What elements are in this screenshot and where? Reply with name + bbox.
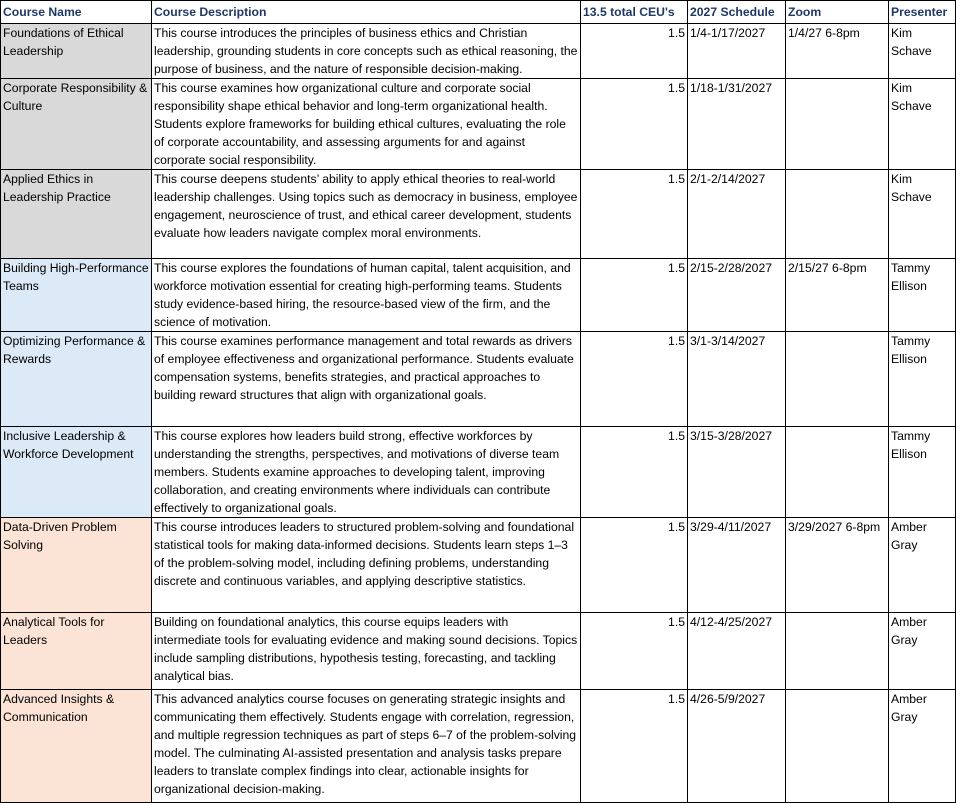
- zoom-cell: [786, 427, 889, 518]
- schedule-cell: 1/18-1/31/2027: [688, 79, 786, 170]
- course-description-cell: This course explores how leaders build strong, effective workforces by understanding the strengths, perspectives, and motivations of diverse team members. Students examine approaches to developing talent, improving collaboration, and creating environments where individuals can contribute effectively to organizational goals.: [152, 427, 581, 518]
- presenter-cell: Amber Gray: [889, 613, 956, 690]
- header-schedule: 2027 Schedule: [688, 1, 786, 24]
- schedule-cell: 2/1-2/14/2027: [688, 170, 786, 259]
- ceu-cell: 1.5: [581, 613, 688, 690]
- schedule-cell: 2/15-2/28/2027: [688, 259, 786, 332]
- course-description-cell: This course examines performance management and total rewards as drivers of employee effectiveness and organizational performance. Students evaluate compensation systems, benefits strategies, and practical approaches to building reward structures that align with organizational goals.: [152, 332, 581, 427]
- course-description-cell: This course deepens students’ ability to apply ethical theories to real-world leadership challenges. Using topics such as democracy in business, employee engagement, neuroscience of trust, and ethical career development, students evaluate how leaders navigate complex moral environments.: [152, 170, 581, 259]
- ceu-cell: 1.5: [581, 24, 688, 79]
- ceu-cell: 1.5: [581, 427, 688, 518]
- course-description-cell: Building on foundational analytics, this course equips leaders with intermediate tools for evaluating evidence and making sound decisions. Topics include sampling distributions, hypothesis testing, forecasting, and tackling analytical bias.: [152, 613, 581, 690]
- table-row: [1, 613, 956, 690]
- header-zoom: Zoom: [786, 1, 889, 24]
- schedule-cell: 4/12-4/25/2027: [688, 613, 786, 690]
- presenter-cell: Tammy Ellison: [889, 332, 956, 427]
- course-name-cell: Analytical Tools for Leaders: [1, 613, 152, 690]
- table-row: [1, 427, 956, 518]
- presenter-cell: Tammy Ellison: [889, 259, 956, 332]
- ceu-cell: 1.5: [581, 518, 688, 613]
- table-row: [1, 259, 956, 332]
- zoom-cell: 2/15/27 6-8pm: [786, 259, 889, 332]
- header-course-name: Course Name: [1, 1, 152, 24]
- schedule-cell: 4/26-5/9/2027: [688, 690, 786, 803]
- course-name-cell: Foundations of Ethical Leadership: [1, 24, 152, 79]
- schedule-cell: 3/29-4/11/2027: [688, 518, 786, 613]
- presenter-cell: Amber Gray: [889, 518, 956, 613]
- ceu-cell: 1.5: [581, 332, 688, 427]
- schedule-cell: 1/4-1/17/2027: [688, 24, 786, 79]
- presenter-cell: Kim Schave: [889, 79, 956, 170]
- presenter-cell: Amber Gray: [889, 690, 956, 803]
- presenter-cell: Kim Schave: [889, 170, 956, 259]
- table-row: [1, 79, 956, 170]
- course-name-cell: Inclusive Leadership & Workforce Development: [1, 427, 152, 518]
- course-name-cell: Building High-Performance Teams: [1, 259, 152, 332]
- course-description-cell: This course introduces leaders to structured problem-solving and foundational statistical tools for making data-informed decisions. Students learn steps 1–3 of the problem-solving model, including defining problems, understanding discrete and continuous variables, and applying descriptive statistics.: [152, 518, 581, 613]
- course-name-cell: Corporate Responsibility & Culture: [1, 79, 152, 170]
- table-row: [1, 332, 956, 427]
- ceu-cell: 1.5: [581, 79, 688, 170]
- presenter-cell: Kim Schave: [889, 24, 956, 79]
- course-description-cell: This course examines how organizational culture and corporate social responsibility shape ethical behavior and long-term organizational health. Students explore frameworks for building ethical cultures, evaluating the role of corporate accountability, and assessing arguments for and against corporate social responsibility.: [152, 79, 581, 170]
- ceu-cell: 1.5: [581, 259, 688, 332]
- header-course-description: Course Description: [152, 1, 581, 24]
- table-row: [1, 690, 956, 803]
- zoom-cell: [786, 332, 889, 427]
- course-name-cell: Advanced Insights & Communication: [1, 690, 152, 803]
- zoom-cell: [786, 79, 889, 170]
- table-row: [1, 170, 956, 259]
- zoom-cell: [786, 613, 889, 690]
- ceu-cell: 1.5: [581, 170, 688, 259]
- header-ceus: 13.5 total CEU's: [581, 1, 688, 24]
- course-description-cell: This course introduces the principles of business ethics and Christian leadership, grounding students in core concepts such as ethical reasoning, the purpose of business, and the nature of responsible decision-making.: [152, 24, 581, 79]
- course-description-cell: This advanced analytics course focuses on generating strategic insights and communicating them effectively. Students engage with correlation, regression, and multiple regression techniques as part of steps 6–7 of the problem-solving model. The culminating AI-assisted presentation and analysis tasks prepare leaders to translate complex findings into clear, actionable insights for organizational decision-making.: [152, 690, 581, 803]
- schedule-cell: 3/15-3/28/2027: [688, 427, 786, 518]
- zoom-cell: 1/4/27 6-8pm: [786, 24, 889, 79]
- schedule-cell: 3/1-3/14/2027: [688, 332, 786, 427]
- presenter-cell: Tammy Ellison: [889, 427, 956, 518]
- course-name-cell: Data-Driven Problem Solving: [1, 518, 152, 613]
- ceu-cell: 1.5: [581, 690, 688, 803]
- course-name-cell: Applied Ethics in Leadership Practice: [1, 170, 152, 259]
- table-row: [1, 24, 956, 79]
- header-presenter: Presenter: [889, 1, 956, 24]
- zoom-cell: [786, 690, 889, 803]
- course-name-cell: Optimizing Performance & Rewards: [1, 332, 152, 427]
- table-row: [1, 518, 956, 613]
- zoom-cell: [786, 170, 889, 259]
- header-row: [1, 1, 956, 24]
- course-description-cell: This course explores the foundations of human capital, talent acquisition, and workforce motivation essential for creating high-performing teams. Students study evidence-based hiring, the resource-based view of the firm, and the science of motivation.: [152, 259, 581, 332]
- zoom-cell: 3/29/2027 6-8pm: [786, 518, 889, 613]
